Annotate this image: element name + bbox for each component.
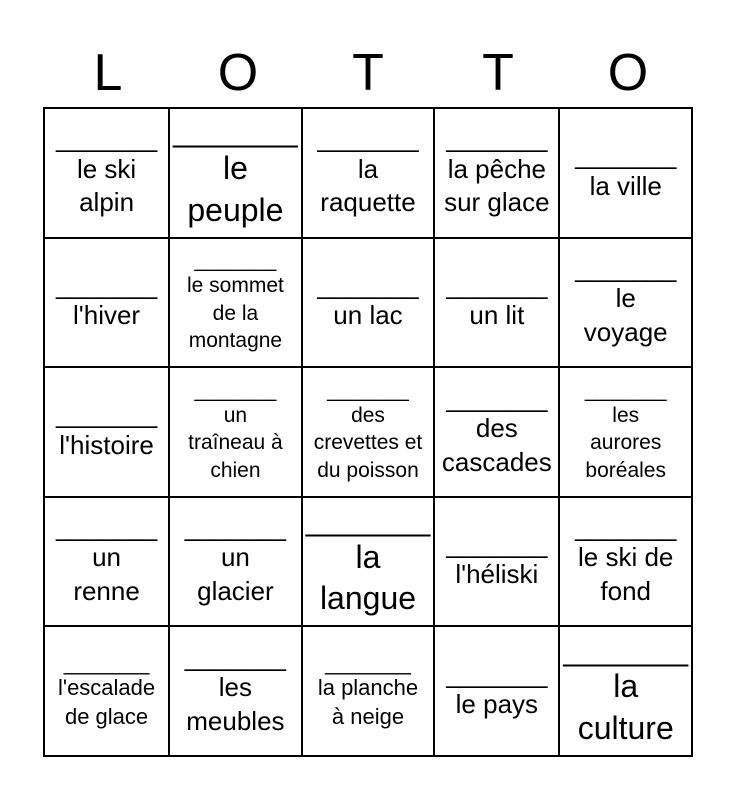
answer-blank: _______ — [446, 382, 548, 413]
answer-blank: _______ — [55, 123, 158, 154]
answer-blank: _______ — [55, 512, 158, 543]
answer-blank: _______ — [305, 501, 431, 538]
cell-text: peuple — [187, 191, 284, 228]
board-cell[interactable] — [302, 367, 435, 497]
cell-text: voyage — [583, 317, 668, 348]
answer-blank: _______ — [575, 252, 677, 283]
cell-text: chien — [210, 458, 261, 482]
cell-text: le sommet — [186, 274, 284, 298]
answer-blank: _______ — [194, 379, 277, 403]
board-cell[interactable] — [559, 626, 692, 756]
answer-blank: _______ — [446, 123, 548, 154]
cell-text: le pays — [455, 688, 539, 719]
cell-text: l'hiver — [73, 300, 141, 331]
cell-text: les — [218, 672, 253, 703]
cell-text: montagne — [188, 329, 283, 353]
board-cell[interactable] — [434, 367, 559, 497]
cell-text: alpin — [79, 187, 135, 218]
board-cell[interactable] — [434, 497, 559, 627]
answer-blank: _______ — [55, 269, 158, 300]
cell-text: boréales — [585, 458, 666, 482]
cell-text: la — [355, 538, 381, 575]
answer-blank: _______ — [584, 379, 667, 403]
cell-text: culture — [577, 709, 674, 746]
cell-text: cascades — [441, 446, 552, 477]
board-cell[interactable] — [559, 238, 692, 368]
cell-text: un lit — [469, 300, 525, 331]
answer-blank: _______ — [173, 112, 298, 149]
answer-blank: _______ — [446, 529, 548, 560]
board-cell[interactable] — [169, 238, 302, 368]
board-cell[interactable] — [169, 108, 302, 238]
cell-text: le — [222, 150, 248, 186]
cell-text: sur glace — [444, 187, 550, 218]
answer-blank: _______ — [446, 658, 548, 689]
board-cell[interactable] — [44, 626, 169, 756]
answer-blank: _______ — [63, 650, 150, 676]
cell-text: des — [351, 404, 385, 428]
board-cell[interactable] — [434, 626, 559, 756]
cell-text: un — [92, 542, 122, 573]
answer-blank: _______ — [317, 269, 419, 300]
cell-text: le — [615, 283, 636, 314]
board-cell[interactable] — [44, 108, 169, 238]
board-cell[interactable] — [169, 367, 302, 497]
cell-text: le ski de — [578, 542, 674, 573]
cell-text: le ski — [76, 153, 137, 184]
cell-text: aurores — [590, 431, 662, 455]
board-cell[interactable] — [44, 367, 169, 497]
header-letter: L — [93, 44, 123, 102]
board-cell[interactable] — [559, 497, 692, 627]
answer-blank: _______ — [325, 650, 411, 676]
cell-text: un — [223, 404, 248, 428]
header-letter: O — [607, 44, 649, 102]
cell-text: glacier — [197, 576, 274, 607]
header-letter: T — [482, 44, 514, 102]
cell-text: du poisson — [317, 458, 419, 482]
header-letter: T — [352, 44, 384, 102]
cell-text: les — [612, 404, 640, 428]
board-cell[interactable] — [302, 497, 435, 627]
cell-text: de glace — [64, 703, 149, 729]
answer-blank: _______ — [575, 140, 677, 171]
board-cell[interactable] — [302, 108, 435, 238]
header-letter: O — [217, 44, 259, 102]
cell-text: la — [357, 153, 379, 184]
answer-blank: _______ — [184, 641, 287, 672]
answer-blank: _______ — [194, 249, 277, 273]
answer-blank: _______ — [317, 123, 419, 154]
board-cell[interactable] — [302, 626, 435, 756]
cell-text: meubles — [186, 705, 285, 736]
cell-text: fond — [600, 576, 652, 607]
cell-text: raquette — [320, 187, 416, 218]
answer-blank: _______ — [184, 512, 287, 543]
board-cell[interactable] — [169, 497, 302, 627]
cell-text: la ville — [589, 170, 662, 201]
answer-blank: _______ — [446, 269, 548, 300]
lotto-header — [43, 40, 693, 106]
board-cell[interactable] — [434, 238, 559, 368]
answer-blank: _______ — [327, 379, 409, 403]
cell-text: un lac — [333, 300, 403, 331]
cell-text: l'héliski — [455, 559, 539, 590]
answer-blank: _______ — [563, 630, 688, 667]
cell-text: un — [220, 542, 250, 573]
board-cell[interactable] — [302, 238, 435, 368]
board-cell[interactable] — [44, 238, 169, 368]
cell-text: de la — [212, 301, 259, 325]
cell-text: la pêche — [447, 153, 546, 184]
cell-text: à neige — [331, 703, 405, 729]
cell-text: traîneau à — [188, 431, 283, 455]
board-cell[interactable] — [559, 367, 692, 497]
cell-text: la planche — [317, 675, 419, 701]
board-cell[interactable] — [434, 108, 559, 238]
answer-blank: _______ — [55, 399, 158, 430]
board-cell[interactable] — [559, 108, 692, 238]
board-cell[interactable] — [44, 497, 169, 627]
board-cell[interactable] — [169, 626, 302, 756]
cell-text: l'escalade — [57, 675, 156, 701]
cell-text: renne — [73, 576, 140, 607]
cell-text: des — [475, 412, 518, 443]
cell-text: l'histoire — [59, 429, 154, 460]
answer-blank: _______ — [575, 512, 677, 543]
lotto-board — [43, 107, 693, 757]
cell-text: la — [613, 668, 639, 705]
cell-text: crevettes et — [313, 431, 423, 455]
cell-text: langue — [319, 580, 417, 617]
